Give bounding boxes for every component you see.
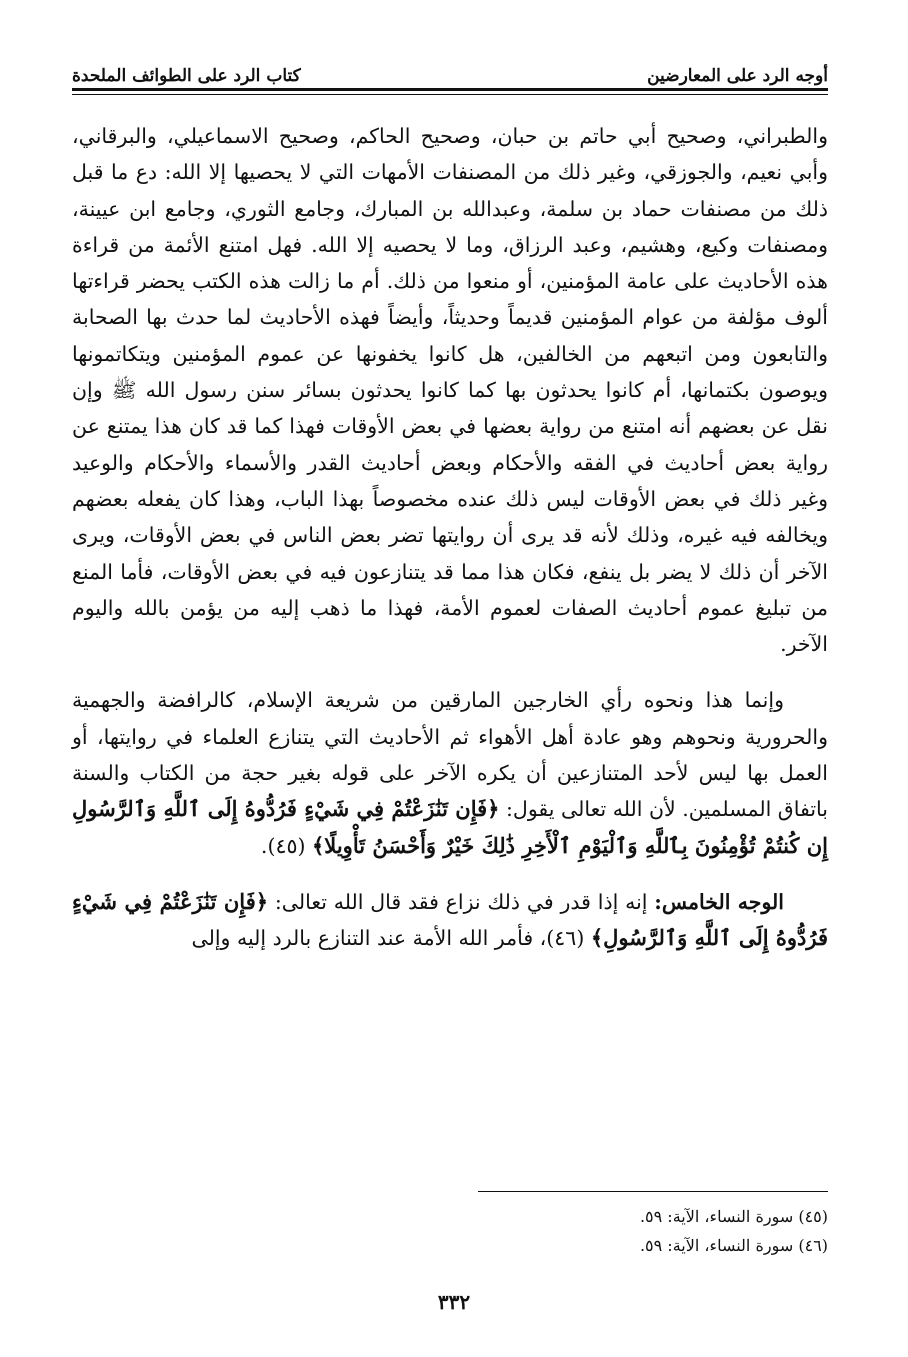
paragraph-1: والطبراني، وصحيح أبي حاتم بن حبان، وصحيح الحاكم، وصحيح الاسماعيلي، والبرقاني، وأبي نعيم، والجوزقي، وغير ذلك من المصنفات الأمهات التي لا يحصيها إلا الله: دع ما قبل ذلك من مصنفات حماد بن سلمة، وعبدالله بن المبارك، وجامع الثوري، وجامع ابن عيينة، ومصنفات وكيع، وهشيم، وعبد الرزاق، وما لا يحصيه إلا الله. فهل امتنع الأئمة من قراءة هذه الأحاديث على عامة المؤمنين، أو منعوا من ذلك. أم ما زالت هذه الكتب يحضر قراءتها ألوف مؤلفة من عوام المؤمنين قديماً وحديثاً، وأيضاً فهذه الأحاديث لما حدث بها الصحابة والتابعون ومن اتبعهم من الخالفين، هل كانوا يخفونها عن عموم المؤمنين ويتكاتمونها ويوصون بكتمانها، أم كانوا يحدثون بها كما كانوا يحدثون بسائر سنن رسول الله ﷺ وإن نقل عن بعضهم أنه امتنع من رواية بعضها في بعض الأوقات فهذا كما قد كان هذا يمتنع عن رواية بعض أحاديث في الفقه والأحكام وبعض أحاديث القدر والأسماء والأحكام والوعيد وغير ذلك في بعض الأوقات ليس ذلك عنده مخصوصاً بهذا الباب، وهذا كان يفعله بعضهم ويخالفه فيه غيره، وذلك لأنه قد يرى أن روايتها تضر بعض الناس في بعض الأوقات، ويرى الآخر أن ذلك لا يضر بل ينفع، فكان هذا مما قد يتنازعون فيه في بعض الأوقات، فأما المنع من تبليغ عموم أحاديث الصفات لعموم الأمة، فهذا ما ذهب إليه من يؤمن بالله واليوم الآخر. <box>72 124 828 657</box>
quran-verse-1: ﴿فَإِن تَنَٰزَعْتُمْ فِي شَيْءٍ فَرُدُّوهُ إِلَى ٱللَّهِ وَٱلرَّسُولِ إِن كُنتُمْ تُؤْمِنُونَ بِٱللَّهِ وَٱلْيَوْمِ ٱلْأَخِرِ ذَٰلِكَ خَيْرٌ وَأَحْسَنُ تَأْوِيلًا﴾ <box>72 796 828 858</box>
footnote-divider <box>478 1191 828 1192</box>
footnote-45: (٤٥) سورة النساء، الآية: ٥٩. <box>639 1207 828 1226</box>
paragraph-3 <box>72 884 828 957</box>
paragraph-gap <box>72 662 828 682</box>
header-divider <box>72 88 828 95</box>
paragraph-3-text-1: إنه إذا قدر في ذلك نزاع فقد قال الله تعالى: <box>274 889 648 914</box>
footnote-ref-46: (٤٦)، <box>539 926 585 951</box>
quran-verse-2: ﴿فَإِن تَنَٰزَعْتُمْ فِي شَيْءٍ فَرُدُّوهُ إِلَى ٱللَّهِ وَٱلرَّسُولِ﴾ <box>72 888 828 951</box>
section-lead: الوجه الخامس: <box>654 889 784 914</box>
footnote-ref-45: (٤٥). <box>260 833 306 858</box>
page-number: ٣٣٢ <box>437 1290 471 1314</box>
footnote-46: (٤٦) سورة النساء، الآية: ٥٩. <box>639 1236 828 1255</box>
paragraph-3-text-2: فأمر الله الأمة عند التنازع بالرد إليه وإلى <box>191 926 534 951</box>
running-header <box>72 52 828 86</box>
paragraph-gap <box>72 864 828 884</box>
header-right-title: أوجه الرد على المعارضين <box>647 66 828 86</box>
paragraph-2 <box>72 682 828 863</box>
footnotes <box>72 1202 828 1260</box>
paragraph-2-text: وإنما هذا ونحوه رأي الخارجين المارقين من شريعة الإسلام، كالرافضة والجهمية والحرورية ونحوهم وهو عادة أهل الأهواء ثم الأحاديث التي يتنازع العلماء في روايتها، أو العمل بها ليس لأحد المتنازعين أن يكره الآخر على قوله بغير حجة من الكتاب والسنة باتفاق المسلمين. لأن الله تعالى يقول: <box>72 688 828 822</box>
main-text <box>72 118 828 957</box>
header-left-title: كتاب الرد على الطوائف الملحدة <box>72 66 301 86</box>
